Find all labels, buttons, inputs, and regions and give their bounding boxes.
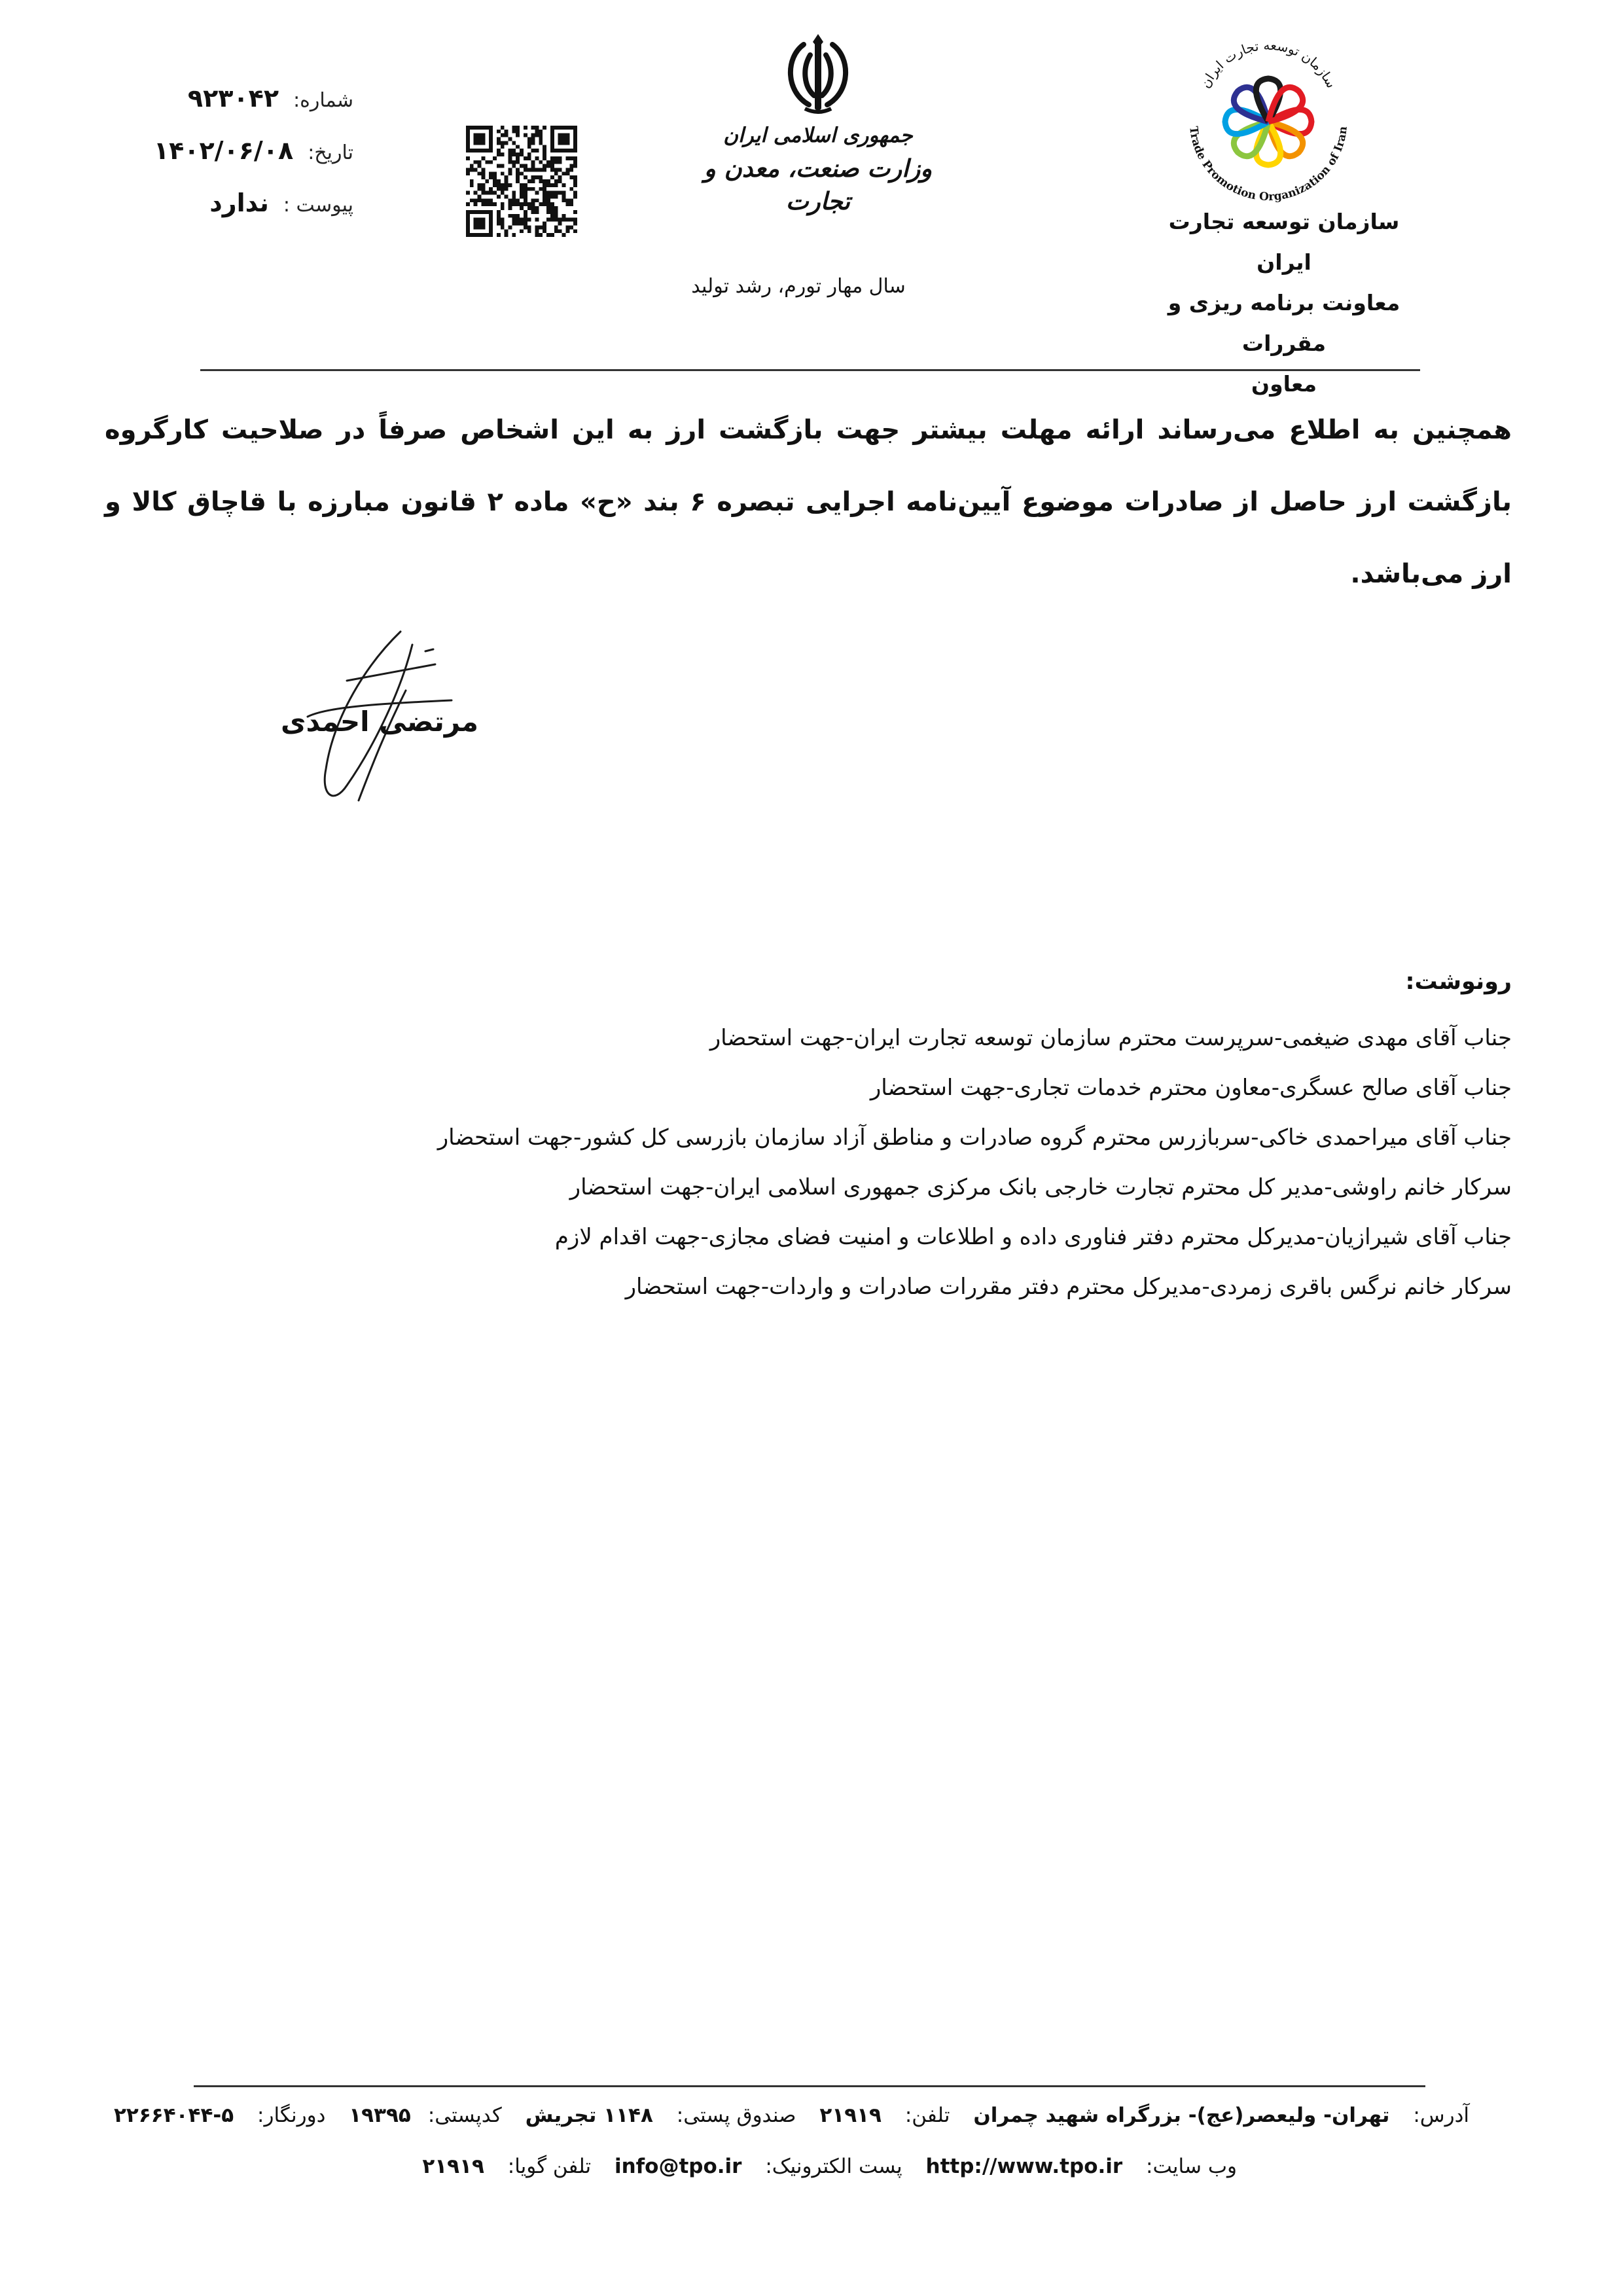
- email-link[interactable]: info@tpo.ir: [614, 2155, 742, 2178]
- fax-value: ۵-۲۲۶۶۴۰۴۴: [114, 2104, 234, 2127]
- letter-number-row: [124, 84, 353, 136]
- postal-code: [349, 2104, 502, 2127]
- letter-date-label: تاریخ:: [308, 141, 353, 164]
- signer-name: مرتضی احمدی: [281, 706, 478, 738]
- voice-phone-label: تلفن گویا:: [507, 2155, 592, 2178]
- website-label: وب سایت:: [1146, 2155, 1237, 2178]
- email-label: پست الکترونیک:: [765, 2155, 902, 2178]
- copy-recipient: جناب آقای مهدی ضیغمی-سرپرست محترم سازمان توسعه تجارت ایران-جهت استحضار: [709, 1025, 1512, 1051]
- phone-value: ۲۱۹۱۹: [819, 2104, 882, 2127]
- email: [615, 2155, 902, 2178]
- letter-date-row: [124, 136, 353, 188]
- phone-label: تلفن:: [904, 2104, 950, 2127]
- attachment-row: [124, 188, 353, 241]
- postal-code-label: کدپستی:: [427, 2104, 502, 2127]
- attachment-value: ندارد: [209, 188, 269, 217]
- address: [973, 2104, 1469, 2127]
- postal-code-value: ۱۹۳۹۵: [349, 2104, 411, 2127]
- logo-petals: [1225, 79, 1311, 165]
- deputy-department: معاونت برنامه ریزی و مقررات: [1168, 290, 1400, 356]
- website-link[interactable]: http://www.tpo.ir: [925, 2155, 1123, 2178]
- qr-code-icon: [466, 126, 577, 237]
- fax: [114, 2104, 325, 2127]
- footer-contact-line: [97, 2104, 1469, 2127]
- org-logo-english-text: Trade Promotion Organization of Iran: [1186, 125, 1350, 204]
- copy-recipient: جناب آقای شیرازیان-مدیرکل محترم دفتر فناوری داده و اطلاعات و امنیت فضای مجازی-جهت اقدام لازم: [554, 1224, 1512, 1250]
- phone: [819, 2104, 950, 2127]
- organization-title-block: [1147, 202, 1421, 404]
- reference-fields: [124, 84, 353, 241]
- copy-recipient: جناب آقای صالح عسگری-معاون محترم خدمات تجاری-جهت استحضار: [870, 1075, 1512, 1101]
- svg-text:سازمان توسعه تجارت ایران: [1197, 37, 1340, 90]
- po-box: [526, 2104, 796, 2127]
- voice-phone: [422, 2155, 591, 2178]
- letter-number-label: شماره:: [293, 89, 353, 112]
- header-divider: [200, 369, 1420, 371]
- fax-label: دورنگار:: [257, 2104, 326, 2127]
- org-logo-persian-text: سازمان توسعه تجارت ایران: [1197, 37, 1340, 91]
- copy-recipient: سرکار خانم نرگس باقری زمردی-مدیرکل محترم دفتر مقررات صادرات و واردات-جهت استحضار: [625, 1274, 1512, 1300]
- ministry-name: وزارت صنعت، معدن و تجارت: [704, 154, 933, 215]
- website: [926, 2155, 1237, 2178]
- address-value: تهران- ولیعصر(عج)- بزرگراه شهید چمران: [973, 2104, 1390, 2127]
- footer-divider: [194, 2085, 1425, 2087]
- attachment-label: پیوست :: [283, 194, 353, 217]
- country-name: جمهوری اسلامی ایران: [723, 124, 913, 147]
- copy-recipient: سرکار خانم راوشی-مدیر کل محترم تجارت خارجی بانک مرکزی جمهوری اسلامی ایران-جهت استحضار: [569, 1174, 1512, 1200]
- footer-web-line: [405, 2155, 1237, 2178]
- year-slogan: سال مهار تورم، رشد تولید: [691, 275, 906, 298]
- letter-body-paragraph: همچنین به اطلاع می‌رساند ارائه مهلت بیشتر جهت بازگشت ارز به این اشخاص صرفاً در صلاحیت کارگروه بازگشت ارز حاصل از صادرات موضوع آیین‌نامه اجرایی تبصره ۶ بند «ح» ماده ۲ قانون مبارزه با قاچاق کالا و ارز می‌باشد.: [105, 415, 1512, 589]
- letter-number-value: ۹۲۳۰۴۲: [187, 84, 279, 113]
- organization-name: سازمان توسعه تجارت ایران: [1168, 209, 1400, 275]
- po-box-label: صندوق پستی:: [676, 2104, 796, 2127]
- copy-recipient: جناب آقای میراحمدی خاکی-سربازرس محترم گروه صادرات و مناطق آزاد سازمان بازرسی کل کشور-جهت استحضار: [437, 1124, 1512, 1151]
- copies-list: [137, 1013, 1512, 1312]
- signatory-role: معاون: [1251, 371, 1317, 397]
- voice-phone-value: ۲۱۹۱۹: [422, 2155, 484, 2178]
- po-box-value: ۱۱۴۸ تجریش: [525, 2104, 653, 2127]
- trade-promotion-organization-logo: [1164, 24, 1373, 207]
- address-label: آدرس:: [1413, 2104, 1469, 2127]
- iran-emblem-icon: [780, 31, 856, 117]
- ministry-title: [694, 119, 942, 217]
- letter-date-value: ۱۴۰۲/۰۶/۰۸: [153, 136, 294, 165]
- copies-title: رونوشت:: [1405, 969, 1512, 995]
